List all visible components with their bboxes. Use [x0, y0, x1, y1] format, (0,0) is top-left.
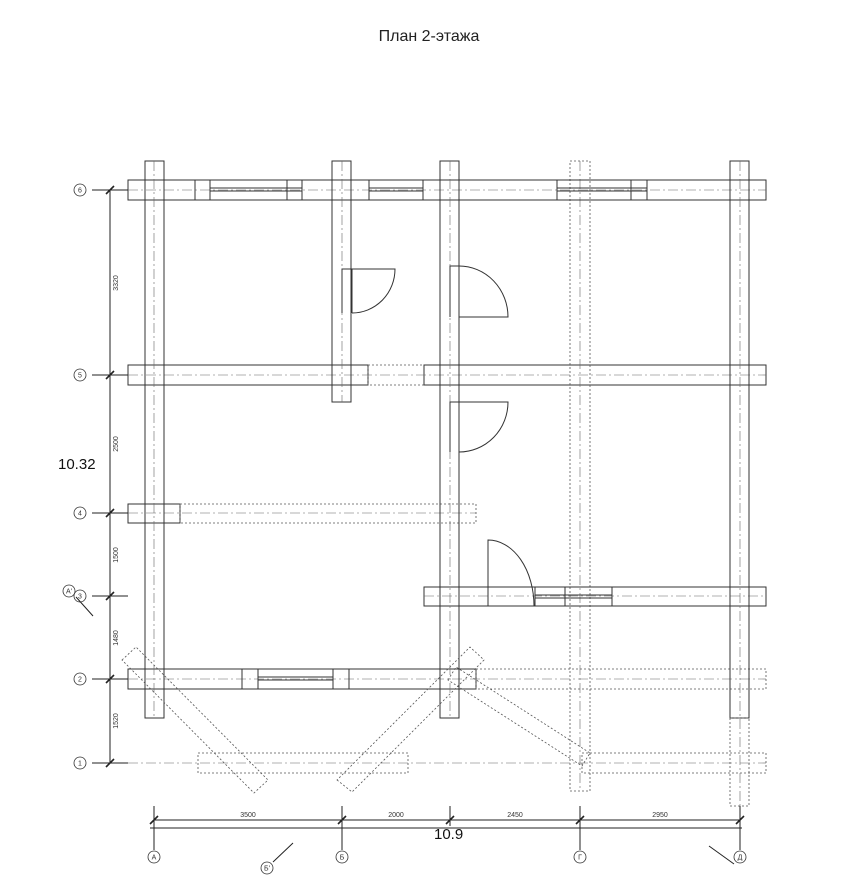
dim-col-1: 3500 — [240, 812, 256, 819]
wall-axis-d — [730, 161, 749, 718]
doors — [342, 266, 534, 606]
svg-text:Б: Б — [339, 854, 345, 862]
dim-row-4: 1480 — [113, 630, 120, 646]
plan-title: План 2-этажа — [378, 28, 480, 45]
total-height-label: 10.32 — [58, 456, 96, 473]
window-6-2 — [369, 180, 423, 200]
wall-axis-a — [145, 161, 164, 718]
horizontal-dimension-chain — [150, 806, 744, 850]
svg-text:4: 4 — [78, 510, 82, 518]
svg-text:Г: Г — [578, 854, 582, 862]
svg-text:Д: Д — [737, 854, 743, 862]
svg-text:А': А' — [65, 588, 73, 596]
dim-col-2: 2000 — [388, 812, 404, 819]
dim-row-1: 3320 — [113, 275, 120, 291]
column-axis-markers — [148, 843, 746, 874]
svg-text:А: А — [151, 854, 157, 862]
windows — [195, 180, 647, 689]
window-3-1 — [535, 587, 612, 606]
svg-text:1: 1 — [78, 760, 82, 768]
svg-text:6: 6 — [78, 187, 82, 195]
svg-text:Б': Б' — [264, 865, 270, 873]
horizontal-walls — [128, 180, 766, 773]
svg-text:2: 2 — [78, 676, 82, 684]
total-width-label: 10.9 — [434, 826, 464, 843]
door-3 — [450, 402, 459, 452]
dim-row-3: 1500 — [113, 547, 120, 563]
row-axis-markers — [63, 184, 93, 769]
vertical-walls — [145, 161, 749, 806]
svg-text:3: 3 — [78, 593, 82, 601]
wall-axis-3 — [424, 587, 766, 606]
dim-col-4: 2950 — [652, 812, 668, 819]
dim-row-5: 1520 — [113, 713, 120, 729]
dim-row-2: 2500 — [113, 436, 120, 452]
dim-col-3: 2450 — [507, 812, 523, 819]
svg-text:5: 5 — [78, 372, 82, 380]
vertical-dimension-chain — [92, 186, 128, 767]
door-2 — [450, 266, 459, 317]
